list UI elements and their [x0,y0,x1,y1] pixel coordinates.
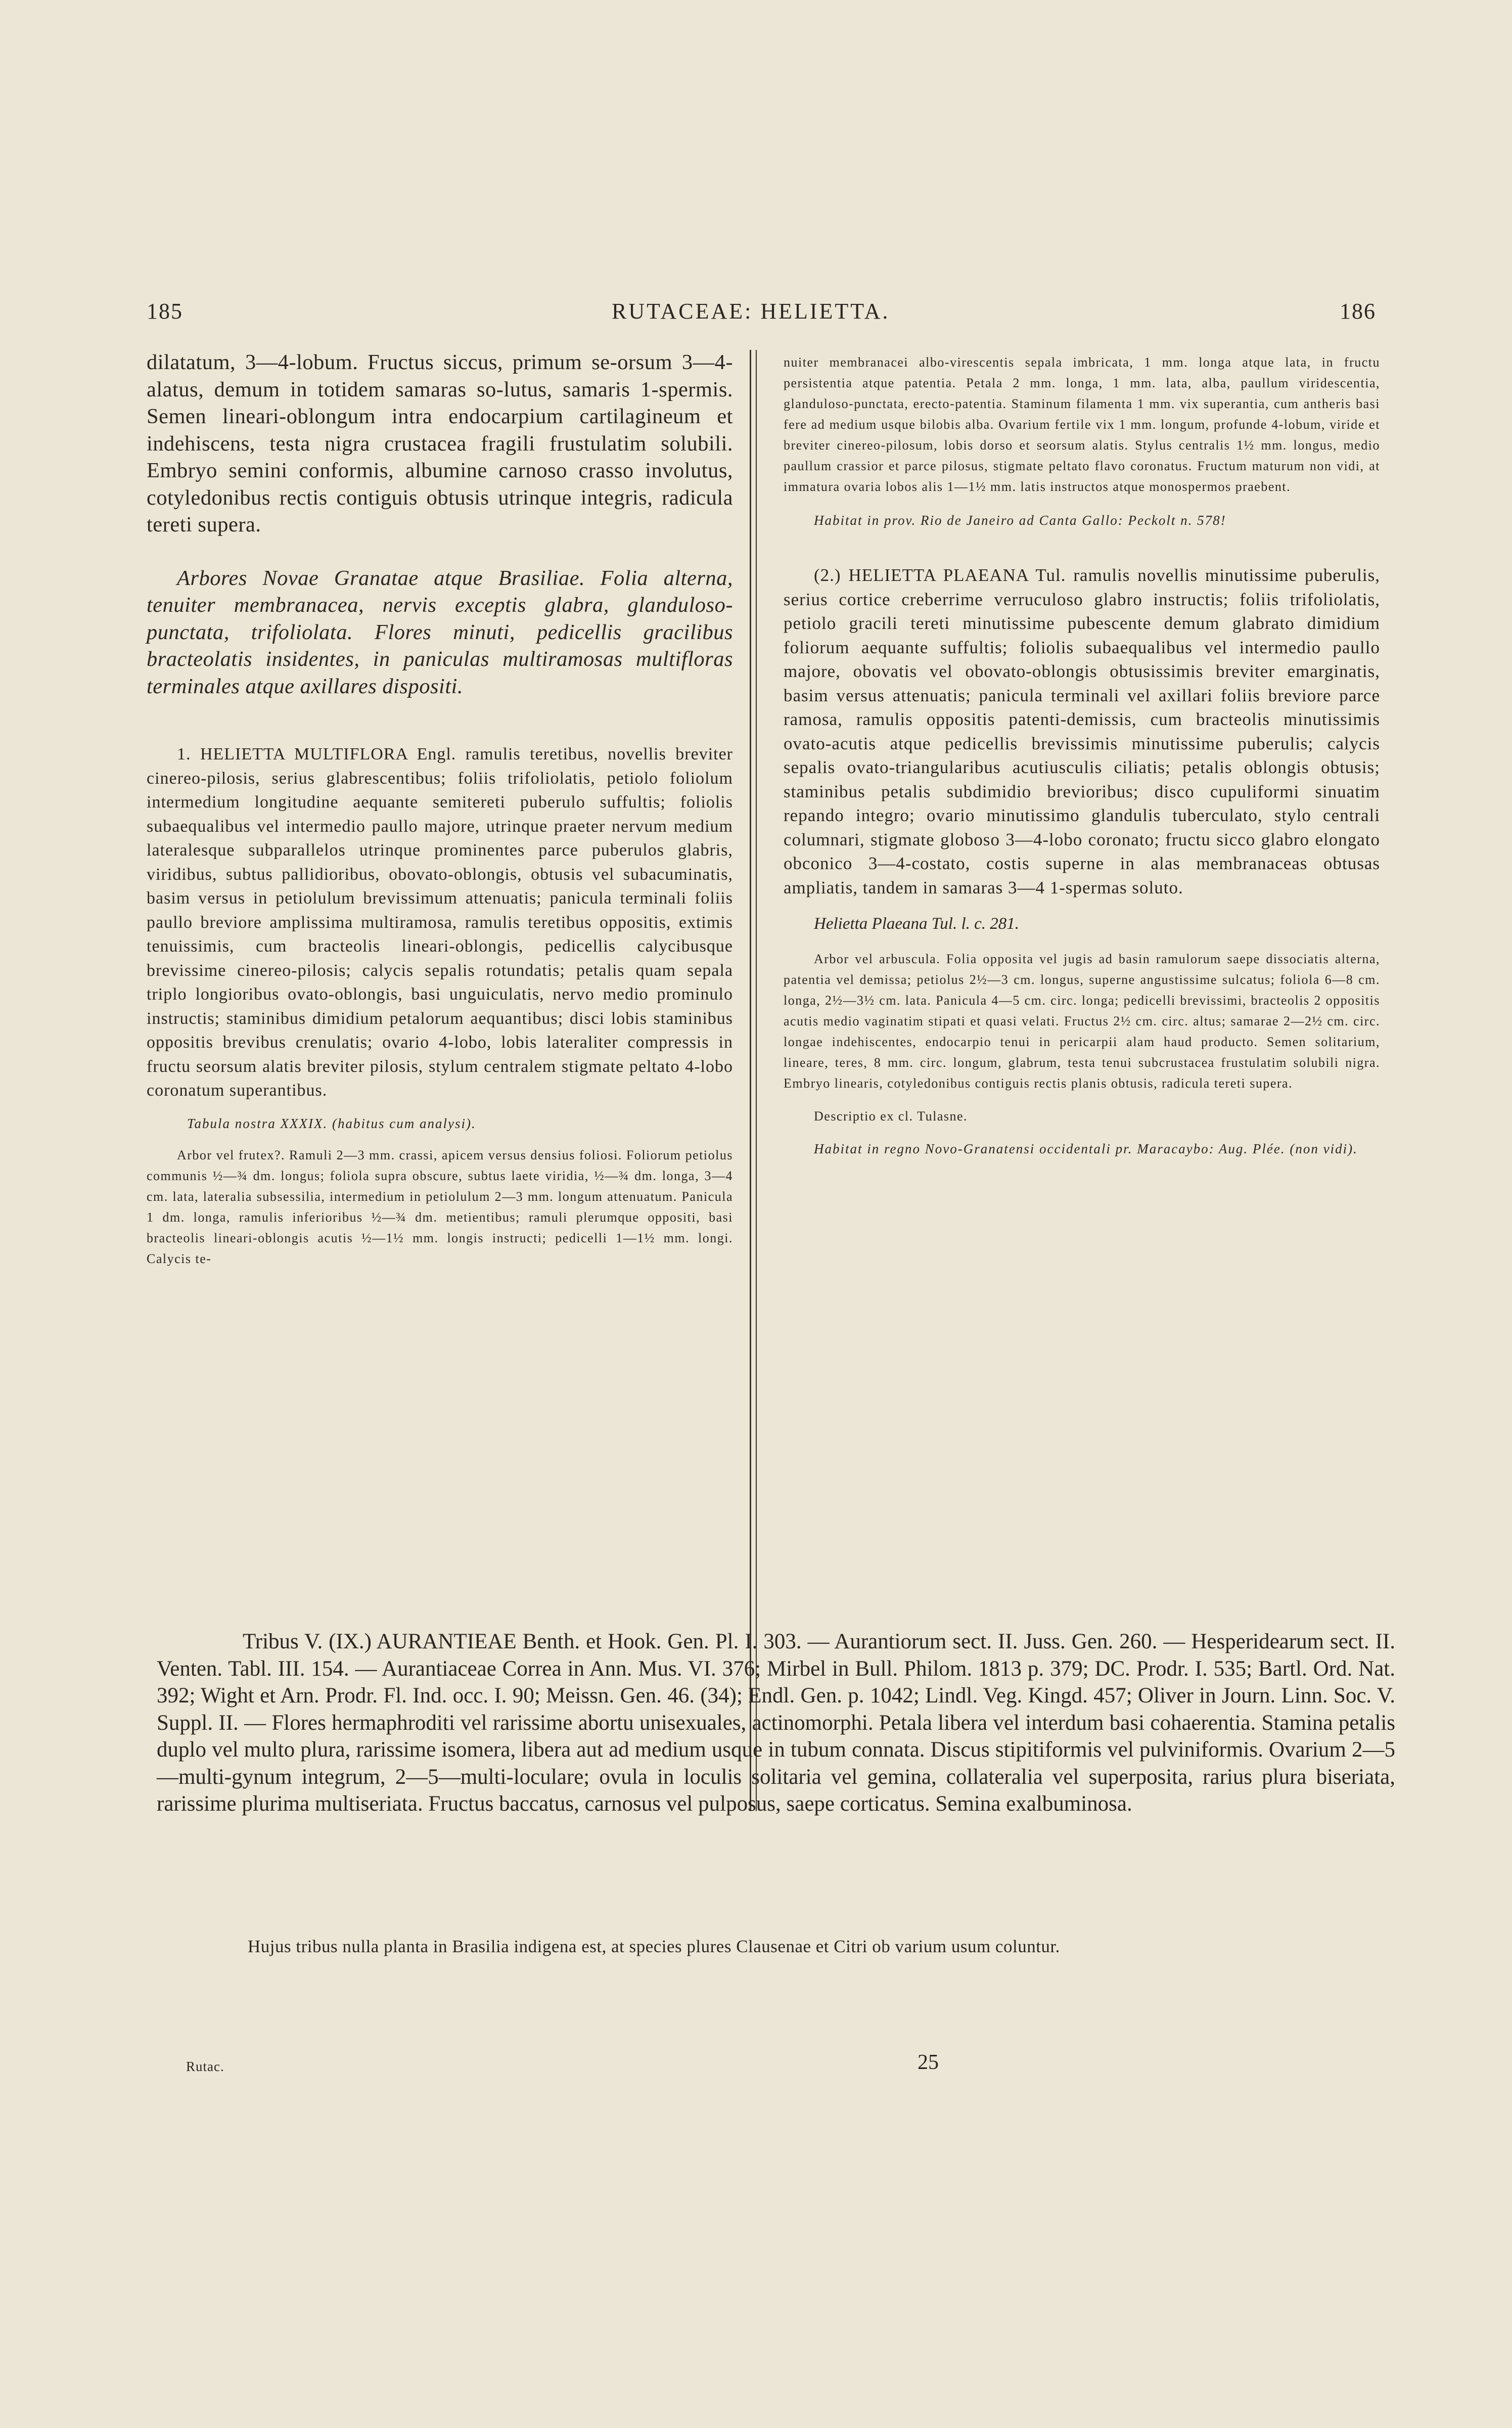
species-2-diagnosis: (2.) HELIETTA PLAEANA Tul. ramulis novellis minutissime puberulis, serius cortice creberrime verruculoso glabro instructis; foliis trifoliolatis, petiolo gracili tereti minutissime pubescente demum glabrato dimidium foliorum aequante suffultis; foliolis subaequalibus vel intermedio paullo majore, obovatis vel obovato-oblongis obtusissimis breviter emarginatis, basim versus attenuatis; panicula terminali vel axillari foliis breviore parce ramosa, ramulis oppositis patenti-demissis, cum bracteolis minutissimis ovato-acutis atque pedicellis brevissimis minutissime puberulis; calycis sepalis ovato-triangularibus acutiusculis ciliatis; petalis oblongis obtusis; staminibus petalis subdimidio brevioribus; disco cupuliformi sinuatim repando integro; ovario minutissimo glandulis tuberculato, stylo centrali columnari, stigmate globoso 3—4-lobo coronato; fructu sicco glabro elongato obconico 3—4-costato, costis superne in alas membranaceas obtusas ampliatis, tandem in samaras 3—4 1-spermas soluto. [784,565,1380,897]
column-divider [750,350,751,1811]
species-2-description: Arbor vel arbuscula. Folia opposita vel jugis ad basin ramulorum saepe dissociatis alterna, patentia vel demissa; petiolus 2½—3 cm. longus, superne angustissime sulcatus; foliola 6—8 cm. longa, 2½—3½ cm. lata. Panicula 4—5 cm. circ. longa; pedicelli brevissimi, bracteolis 2 oppositis acutis medio vaginatim stipati et quasi velati. Fructus 2½ cm. circ. altus; samarae 2—2½ cm. circ. longae indehiscentes, endocarpio tenui in pericarpii alam haud producto. Semen solitarium, lineare, teres, 8 mm. circ. longum, glabrum, testa tenui subcrustacea frustulatim solubili nigra. Embryo linearis, cotyledonibus contiguis rectis planis obtusis, radicula tereti supera. [784,952,1380,1091]
genus-habit-paragraph: Arbores Novae Granatae atque Brasiliae. Folia alterna, tenuiter membranacea, nervis exceptis glabra, glanduloso-punctata, trifoliolata. Flores minuti, pedicellis gracilibus bracteolatis insidentes, in paniculas multiramosas multifloras terminales atque axillares dispositi. [147,566,733,698]
running-title: RUTACEAE: HELIETTA. [612,299,890,324]
sheet-number: 25 [918,2051,939,2074]
tribus-aurantieae [157,1628,1395,1818]
species-2-citation: Helietta Plaeana Tul. l. c. 281. [814,915,1020,933]
species-1-description-continued: nuiter membranacei albo-virescentis sepala imbricata, 1 mm. longa atque lata, in fructu persistentia atque patentia. Petala 2 mm. longa, 1 mm. lata, alba, paullum viridescentia, glanduloso-punctata, erecto-patentia. Staminum filamenta 1 mm. vix superantia, cum antheris basi fere ad medium usque bilobis alba. Ovarium fertile vix 1 mm. longum, profunde 4-lobum, viride et breviter cinereo-pilosum, lobis dorso et seorsum alatis. Stylus centralis 1½ mm. longus, medio paullum crassior et parce pilosus, stigmate peltato flavo coronatus. Fructum maturum non vidi, at immatura ovaria lobos alis 1—1½ mm. latis instructos atque monospermos praebent. [784,355,1380,494]
tribus-note: Hujus tribus nulla planta in Brasilia indigena est, at species plures Clausenae et Citri ob varium usum coluntur. [248,1937,1060,1956]
page-number-left: 185 [147,299,183,324]
page-number-right: 186 [1340,299,1376,324]
species-2-habitat: Habitat in regno Novo-Granatensi occidentali pr. Maracaybo: Aug. Plée. (non vidi). [814,1141,1358,1156]
column-divider-inner [756,350,757,1811]
species-1-diagnosis: 1. HELIETTA MULTIFLORA Engl. ramulis teretibus, novellis breviter cinereo-pilosis, serius glabrescentibus; foliis trifoliolatis, petiolo foliolum intermedium longitudine aequante semitereti puberulo suffultis; foliolis subaequalibus vel intermedio paullo majore, utrinque praeter nervum medium lateralesque subparallelos utrinque prominentes parce puberulos glabris, viridibus, subtus pallidioribus, obovato-oblongis, obtusis vel subacuminatis, basim versus in petiolulum brevissimum attenuatis; panicula terminali foliis paullo breviore amplissima multiramosa, ramulis teretibus oppositis, extimis tenuissimis, cum bracteolis lineari-oblongis, pedicellis calycibusque brevissime cinereo-pilosis; calycis sepalis rotundatis; petalis quam sepala triplo longioribus ovato-oblongis, basi unguiculatis, nervo medio prominulo instructis; staminibus dimidium petalorum aequantibus; disci lobis staminibus oppositis brevibus crenulatis; ovario 4-lobo, lobis lateraliter compressis in fructu seorsum alatis breviter pilosis, stylum centralem stigmate peltato 4-lobo coronatum superantibus. [147,745,733,1100]
description-source: Descriptio ex cl. Tulasne. [814,1109,968,1123]
species-1-description: Arbor vel frutex?. Ramuli 2—3 mm. crassi, apicem versus densius foliosi. Foliorum petiolus communis ½—¾ dm. longus; foliola supra obscure, subtus laete viridia, ½—¾ dm. longa, 3—4 cm. lata, lateralia subsessilia, intermedium in petiolulum 2—3 mm. longum attenuatum. Panicula 1 dm. longa, ramulis inferioribus ½—¾ dm. metientibus; ramuli plerumque oppositi, basi bracteolis lineari-oblongis acutis ½—1½ mm. longis instructi; pedicelli 1—1½ mm. longi. Calycis te- [147,1147,733,1266]
species-1-habitat: Habitat in prov. Rio de Janeiro ad Canta Gallo: Peckolt n. 578! [814,513,1226,528]
right-column [784,352,1380,1159]
tribus-description: Tribus V. (IX.) AURANTIEAE Benth. et Hook. Gen. Pl. I. 303. — Aurantiorum sect. II. Juss. Gen. 260. — Hesperidearum sect. II. Venten. Tabl. III. 154. — Aurantiaceae Correa in Ann. Mus. VI. 376; Mirbel in Bull. Philom. 1813 p. 379; DC. Prodr. I. 535; Bartl. Ord. Nat. 392; Wight et Arn. Prodr. Fl. Ind. occ. I. 90; Meissn. Gen. 46. (34); Endl. Gen. p. 1042; Lindl. Veg. Kingd. 457; Oliver in Journ. Linn. Soc. V. Suppl. II. — Flores hermaphroditi vel rarissime abortu unisexuales, actinomorphi. Petala libera vel interdum basi cohaerentia. Stamina petalis duplo vel multo plura, rarissime isomera, libera aut ad medium usque in tubum connata. Discus stipitiformis vel pulviniformis. Ovarium 2—5—multi-gynum integrum, 2—5—multi-loculare; ovula in loculis solitaria vel gemina, collateralia vel superposita, rarius plura biseriata, rarissime plurima multiseriata. Fructus baccatus, carnosus vel pulposus, saepe corticatus. Semina exalbuminosa. [157,1630,1395,1816]
genus-description-end: dilatatum, 3—4-lobum. Fructus siccus, primum se-orsum 3—4-alatus, demum in totidem samaras so-lutus, samaris 1-spermis. Semen lineari-oblongum intra endocarpium cartilagineum et indehiscens, testa nigra crustacea fragili frustulatim solubili. Embryo semini conformis, albumine carnoso crasso involutus, cotyledonibus rectis contiguis obtusis utrinque integris, radicula tereti supera. [147,350,733,536]
left-column [147,349,733,1269]
signature-mark: Rutac. [186,2059,224,2074]
plate-reference: Tabula nostra XXXIX. (habitus cum analysi). [187,1115,476,1131]
